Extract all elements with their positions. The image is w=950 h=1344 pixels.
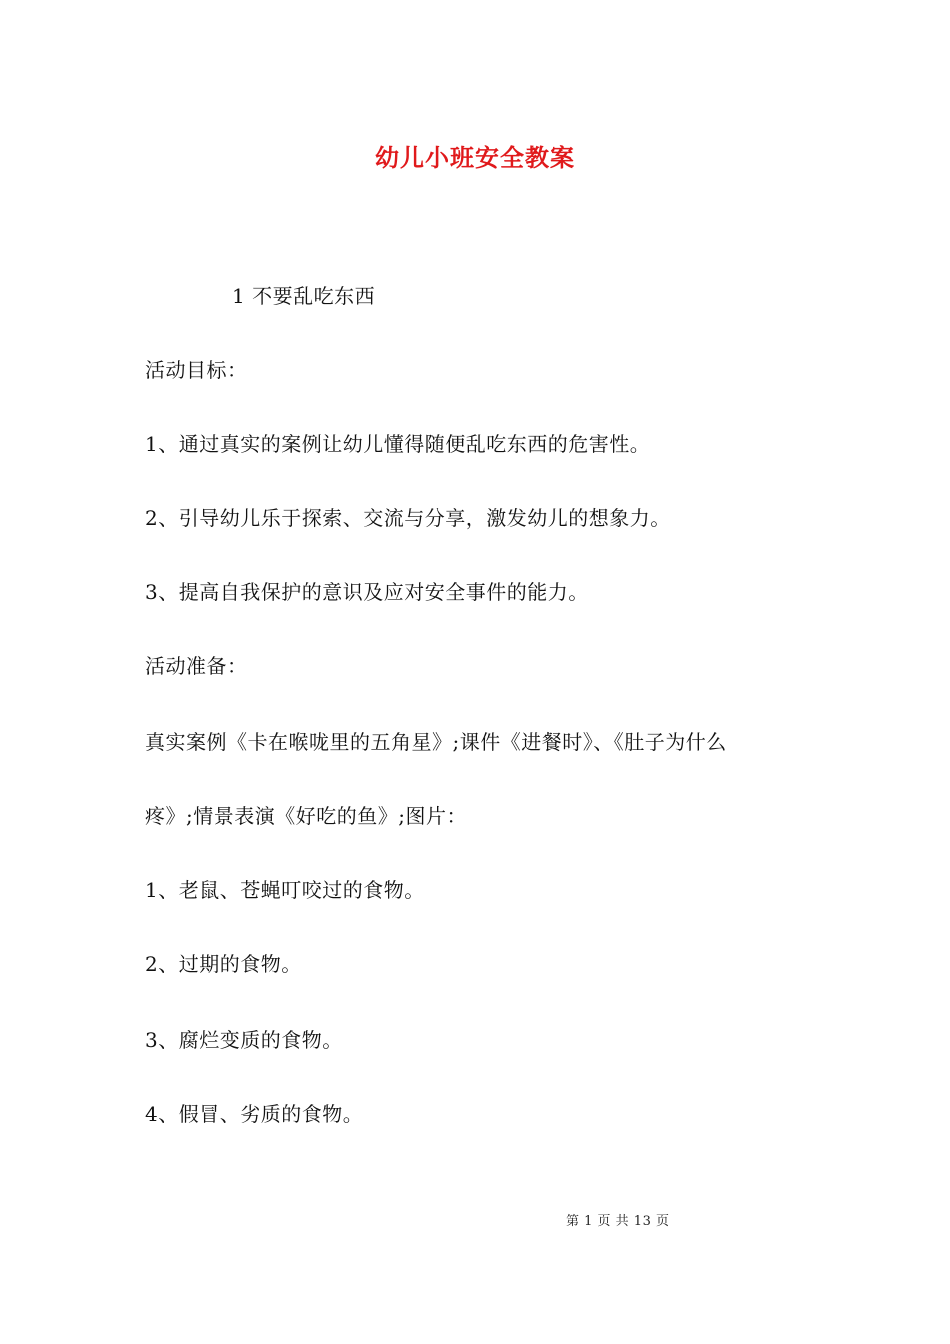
goal-item-3: 3、提高自我保护的意识及应对安全事件的能力。 <box>145 580 589 604</box>
goal-item-2: 2、引导幼儿乐于探索、交流与分享，激发幼儿的想象力。 <box>145 506 671 530</box>
section-title: 1 不要乱吃东西 <box>232 284 376 308</box>
document-title: 幼儿小班安全教案 <box>375 143 575 172</box>
picture-item-3: 3、腐烂变质的食物。 <box>145 1028 343 1052</box>
heading-activity-preparation: 活动准备： <box>145 654 248 678</box>
preparation-text-line-1: 真实案例《卡在喉咙里的五角星》;课件《进餐时》、《肚子为什么 <box>145 730 727 754</box>
picture-item-4: 4、假冒、劣质的食物。 <box>145 1102 364 1126</box>
goal-item-1: 1、通过真实的案例让幼儿懂得随便乱吃东西的危害性。 <box>145 432 651 456</box>
heading-activity-goals: 活动目标： <box>145 358 248 382</box>
picture-item-2: 2、过期的食物。 <box>145 952 302 976</box>
preparation-text-line-2: 疼》;情景表演《好吃的鱼》;图片： <box>145 804 467 828</box>
page-number-footer: 第 1 页 共 13 页 <box>566 1214 670 1229</box>
picture-item-1: 1、老鼠、苍蝇叮咬过的食物。 <box>145 878 425 902</box>
